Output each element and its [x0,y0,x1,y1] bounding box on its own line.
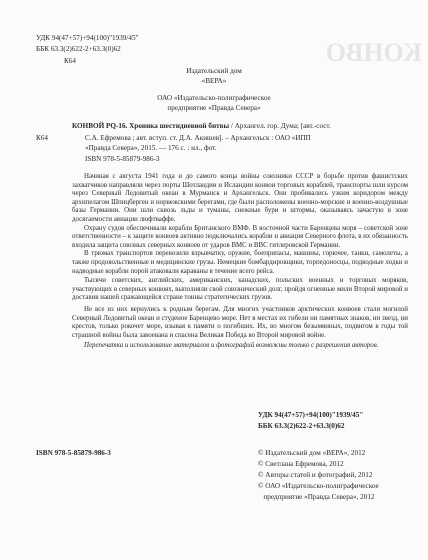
copyright-4: © ОАО «Издательско-полиграфическое [258,482,379,490]
publisher-1-line-1: Издательский дом [186,67,242,75]
bleed-through-heading: КОНВО [325,38,422,67]
annotation-paragraph: Охрану судов обеспечивали корабли Британского ВМФ. В восточной части Баренцева моря – советской зоне ответственности – к защите конвоев активно подключались корабли и авиация Северного флота, в их обязанность входила защита союзных северных конвоев от ударов ВМС и ВВС гитлеровской Германии. [72,224,408,249]
title-responsibility: / Архангел. гор. Дума; [авт.-сост. [229,122,331,130]
annotation-paragraph: Начиная с августа 1941 года и до самого конца войны союзники СССР в борьбе против фашистских захватчиков направляли через порты Шотландии и Исландии конвои торговых кораблей, транспорты шли курсом через Северный Ледовитый океан в Мурманск и Архангельск. Они пробивались узким коридором между архипелагом Шпицберген и норвежскими берегами, где были расположены военно-морские и военно-воздушные базы Германии. Они шли сквозь льды и туманы, снежные бури и штормы, оказываясь зачастую в зоне досягаемости авиации люфтваффе. [72,173,408,223]
isbn-record: ISBN 978-5-85879-986-3 [85,155,160,163]
copyright-3: © Авторы статей и фотографий, 2012 [258,471,373,479]
copyright-1: © Издательский дом «ВЕРА», 2012 [258,449,366,457]
publisher-2-line-2: предприятие «Правда Севера» [167,104,261,112]
book-title: КОНВОЙ PQ-16. Хроника шестидневной битвы [72,122,230,130]
annotation-paragraph: В трюмах транспортов перевозили взрывчатку, оружие, боеприпасы, машины, горючее, танки, самолеты, а также продовольственные и медицинские грузы. Немецкие бомбардировщики, торпедоносцы, подводные лодки и надводные корабли порой атаковали караваны в течение всего рейса. [72,250,408,275]
author-mark-top: К64 [64,57,76,65]
udk-top: УДК 94(47+57)+94(100)"1939/45" [36,34,139,42]
bibliographic-title [72,122,407,131]
annotation-body [72,173,408,351]
copyright-2: © Светлана Ефремова, 2012 [258,460,344,468]
publisher-2-line-1: ОАО «Издательско-полиграфическое [157,94,271,102]
publisher-1-line-2: «ВЕРА» [201,77,227,85]
bibliographic-line-1: С.А. Ефремова ; авт. вступ. ст. Д.А. Акишев]. – Архангельск : ОАО «ИПП [85,134,311,142]
bbk-bottom: ББК 63.3(2)622-2+63.3(0)62 [258,422,345,430]
reprint-note: Перепечатка и использование материалов и фотографий возможны только с разрешения авторов. [84,342,379,350]
udk-bottom: УДК 94(47+57)+94(100)"1939/45" [258,411,364,419]
author-mark-side: К64 [36,134,48,142]
isbn-bottom: ISBN 978-5-85879-986-3 [36,449,111,457]
bbk-top: ББК 63.3(2)622-2+63.3(0)62 [36,45,121,53]
bibliographic-line-2: «Правда Севера», 2015. — 176 с. : ил., фот. [85,144,217,152]
annotation-paragraph: Не все из них вернулись к родным берегам. Для многих участников арктических конвоев стали могилой Северный Ледовитый океан и студеное Баренцево море. Нет в местах их гибели ни памятных знаков, ни звезд, ни крестов, только рокочет море, взывая к памяти о погибших. Их, во многом безымянных, подвигом в годы той страшной войны была завоевана и спасена Великая Победа во Второй мировой войне. [72,305,408,339]
copyright-5: предприятие «Правда Севера», 2012 [258,493,375,501]
annotation-paragraph: Тысячи советских, английских, американских, канадских, польских военных и торговых моряков, участвующих в северных конвоях, выполняли свой союзнический долг, пройдя огненные мили Второй мировой и доставив нашей сражающейся стране тонны стратегических грузов. [72,277,408,302]
